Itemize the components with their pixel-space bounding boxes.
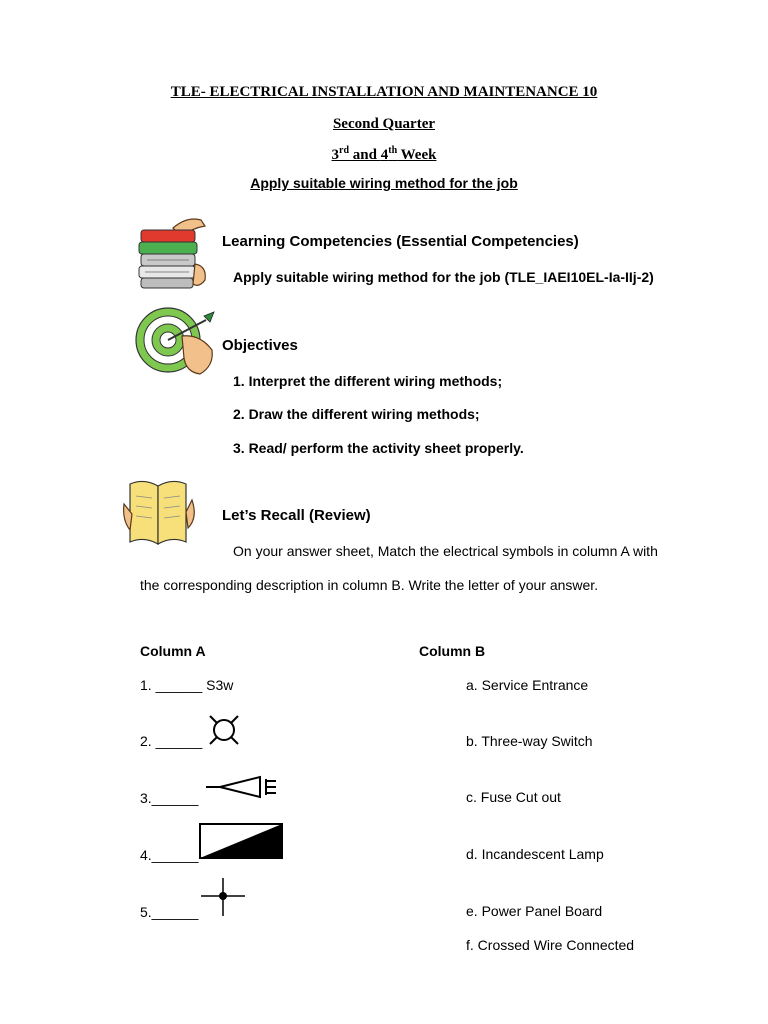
- column-b-item-f: f. Crossed Wire Connected: [466, 937, 635, 953]
- column-b-item-d: d. Incandescent Lamp: [466, 846, 604, 862]
- column-b-header: Column B: [419, 643, 486, 659]
- recall-heading: Let’s Recall (Review): [222, 507, 371, 524]
- column-b-item-c: c. Fuse Cut out: [466, 789, 561, 805]
- books-icon: [135, 214, 215, 290]
- panel-board-symbol: [199, 823, 283, 859]
- crossed-wire-connected-symbol: [201, 878, 245, 918]
- recall-instruction-line2: the corresponding description in column B. Write the letter of your answer.: [140, 577, 599, 593]
- week-label: 3rd and 4th Week: [331, 145, 437, 163]
- topic-label: Apply suitable wiring method for the job: [250, 175, 518, 191]
- column-a-header: Column A: [140, 643, 206, 659]
- column-b-item-b: b. Three-way Switch: [466, 733, 593, 749]
- symbol-s3w: S3w: [206, 677, 234, 693]
- lamp-outlet-symbol: [206, 712, 242, 748]
- open-book-icon: [122, 474, 198, 550]
- column-a-item-5: 5.______: [140, 904, 199, 920]
- column-b-item-a: a. Service Entrance: [466, 677, 589, 693]
- column-a-item-2: 2. ______: [140, 733, 203, 749]
- objective-item-3: 3. Read/ perform the activity sheet properly.: [233, 440, 524, 456]
- competencies-heading: Learning Competencies (Essential Competencies): [222, 233, 579, 250]
- objective-item-2: 2. Draw the different wiring methods;: [233, 406, 480, 422]
- column-a-item-1: 1. ______ S3w: [140, 677, 234, 693]
- objective-item-1: 1. Interpret the different wiring methods;: [233, 373, 503, 389]
- column-a-item-4: 4.______: [140, 847, 199, 863]
- column-a-item-3: 3.______: [140, 790, 199, 806]
- recall-instruction-line1: On your answer sheet, Match the electrical symbols in column A with: [233, 543, 658, 559]
- target-dart-icon: [134, 306, 218, 378]
- document-title: TLE- ELECTRICAL INSTALLATION AND MAINTENANCE 10: [170, 84, 598, 100]
- column-b-item-e: e. Power Panel Board: [466, 903, 603, 919]
- quarter-label: Second Quarter: [332, 116, 436, 132]
- service-entrance-symbol: [206, 775, 278, 801]
- competencies-text: Apply suitable wiring method for the job (TLE_IAEI10EL-Ia-IIj-2): [233, 269, 654, 285]
- objectives-heading: Objectives: [222, 337, 298, 354]
